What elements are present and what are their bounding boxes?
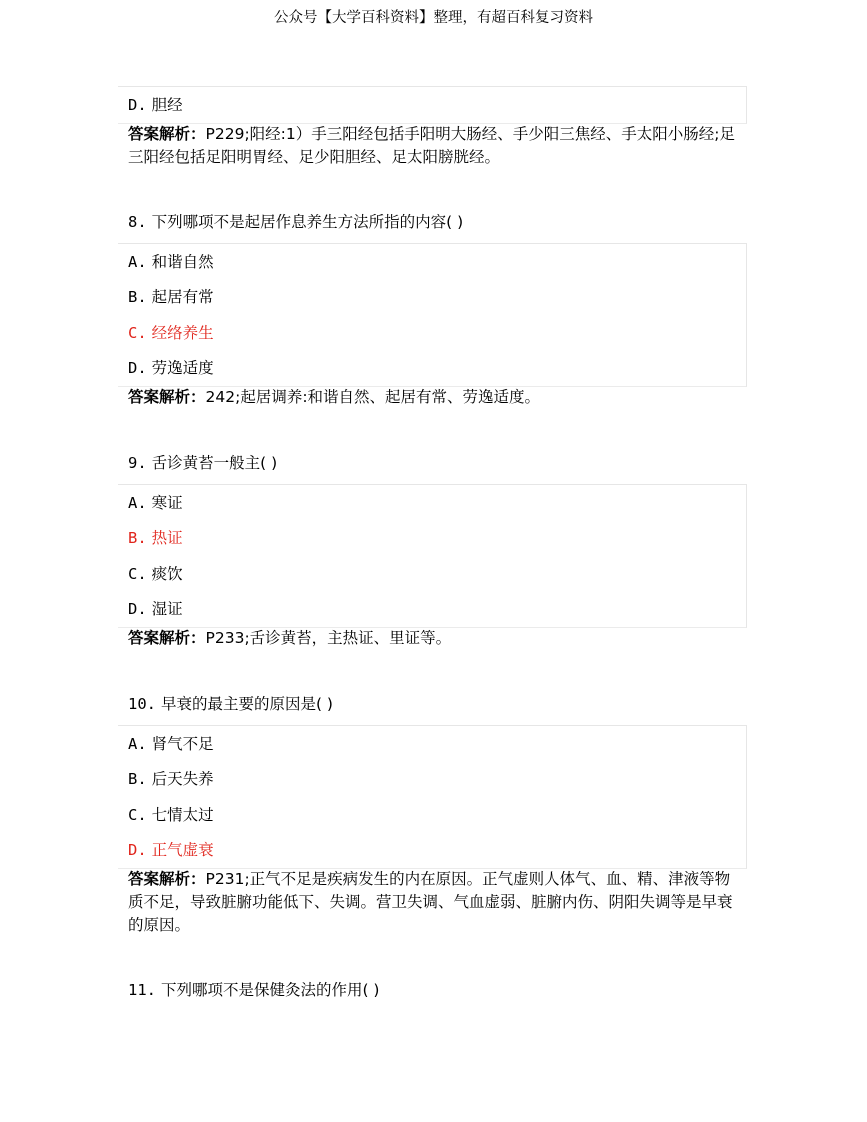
question-number: 11. (128, 981, 156, 999)
option-letter: C. (128, 565, 147, 583)
option-text: 肾气不足 (151, 735, 214, 753)
page-header: 公众号【大学百科资料】整理，有超百科复习资料 (274, 10, 593, 26)
q8-option-c-correct (128, 323, 214, 343)
option-text: 后天失养 (151, 770, 214, 788)
option-text: 热证 (151, 529, 183, 547)
analysis-text: P233;舌诊黄苔，主热证、里证等。 (205, 629, 452, 647)
option-text: 正气虚衰 (151, 841, 214, 859)
option-letter: D. (128, 841, 147, 859)
q9-option-d (128, 599, 183, 619)
analysis-text: P231;正气不足是疾病发生的内在原因。正气虚则人体气、血、精、津液等物质不足，导致脏腑功能低下、失调。营卫失调、气血虚弱、脏腑内伤、阴阳失调等是早衰的原因。 (128, 870, 733, 934)
option-text: 劳逸适度 (151, 359, 214, 377)
q8-analysis (128, 386, 738, 409)
option-letter: B. (128, 529, 147, 547)
analysis-label: 答案解析： (128, 388, 206, 406)
q10-option-a (128, 734, 214, 754)
option-text: 起居有常 (151, 288, 214, 306)
option-letter: A. (128, 253, 147, 271)
q9-options-box (118, 484, 747, 628)
q10-analysis (128, 868, 738, 937)
option-letter: B. (128, 770, 147, 788)
question-number: 8. (128, 213, 147, 231)
option-text: 经络养生 (151, 324, 214, 342)
option-text: 痰饮 (151, 565, 183, 583)
option-letter: A. (128, 494, 147, 512)
question-text: 下列哪项不是保健灸法的作用( ) (160, 981, 380, 999)
option-letter: D. (128, 359, 147, 377)
option-letter: C. (128, 324, 147, 342)
option-letter: D. (128, 96, 147, 114)
q9-question (128, 453, 277, 473)
question-text: 下列哪项不是起居作息养生方法所指的内容( ) (151, 213, 464, 231)
option-text: 胆经 (151, 96, 183, 114)
option-text: 湿证 (151, 600, 183, 618)
question-text: 舌诊黄苔一般主( ) (151, 454, 278, 472)
option-text: 寒证 (151, 494, 183, 512)
analysis-label: 答案解析： (128, 125, 206, 143)
q10-option-b (128, 769, 214, 789)
q7-analysis (128, 123, 738, 169)
option-text: 七情太过 (151, 806, 214, 824)
option-letter: A. (128, 735, 147, 753)
q7-options-box (118, 86, 747, 124)
q8-option-a (128, 252, 214, 272)
analysis-label: 答案解析： (128, 629, 206, 647)
q8-question (128, 212, 463, 232)
q9-analysis (128, 627, 738, 650)
q9-option-a (128, 493, 183, 513)
q8-option-b (128, 287, 214, 307)
q9-option-c (128, 564, 183, 584)
question-number: 9. (128, 454, 147, 472)
q11-question (128, 980, 379, 1000)
option-letter: D. (128, 600, 147, 618)
option-letter: C. (128, 806, 147, 824)
option-text: 和谐自然 (151, 253, 214, 271)
option-letter: B. (128, 288, 147, 306)
analysis-text: P229;阳经:1）手三阳经包括手阳明大肠经、手少阳三焦经、手太阳小肠经;足三阳经包括足阳明胃经、足少阳胆经、足太阳膀胱经。 (128, 125, 735, 166)
q10-option-c (128, 805, 214, 825)
q9-option-b-correct (128, 528, 183, 548)
analysis-label: 答案解析： (128, 870, 206, 888)
question-text: 早衰的最主要的原因是( ) (160, 695, 333, 713)
question-number: 10. (128, 695, 156, 713)
q10-option-d-correct (128, 840, 214, 860)
analysis-text: 242;起居调养:和谐自然、起居有常、劳逸适度。 (205, 388, 541, 406)
q7-option-d (128, 95, 183, 115)
q8-option-d (128, 358, 214, 378)
q10-question (128, 694, 333, 714)
